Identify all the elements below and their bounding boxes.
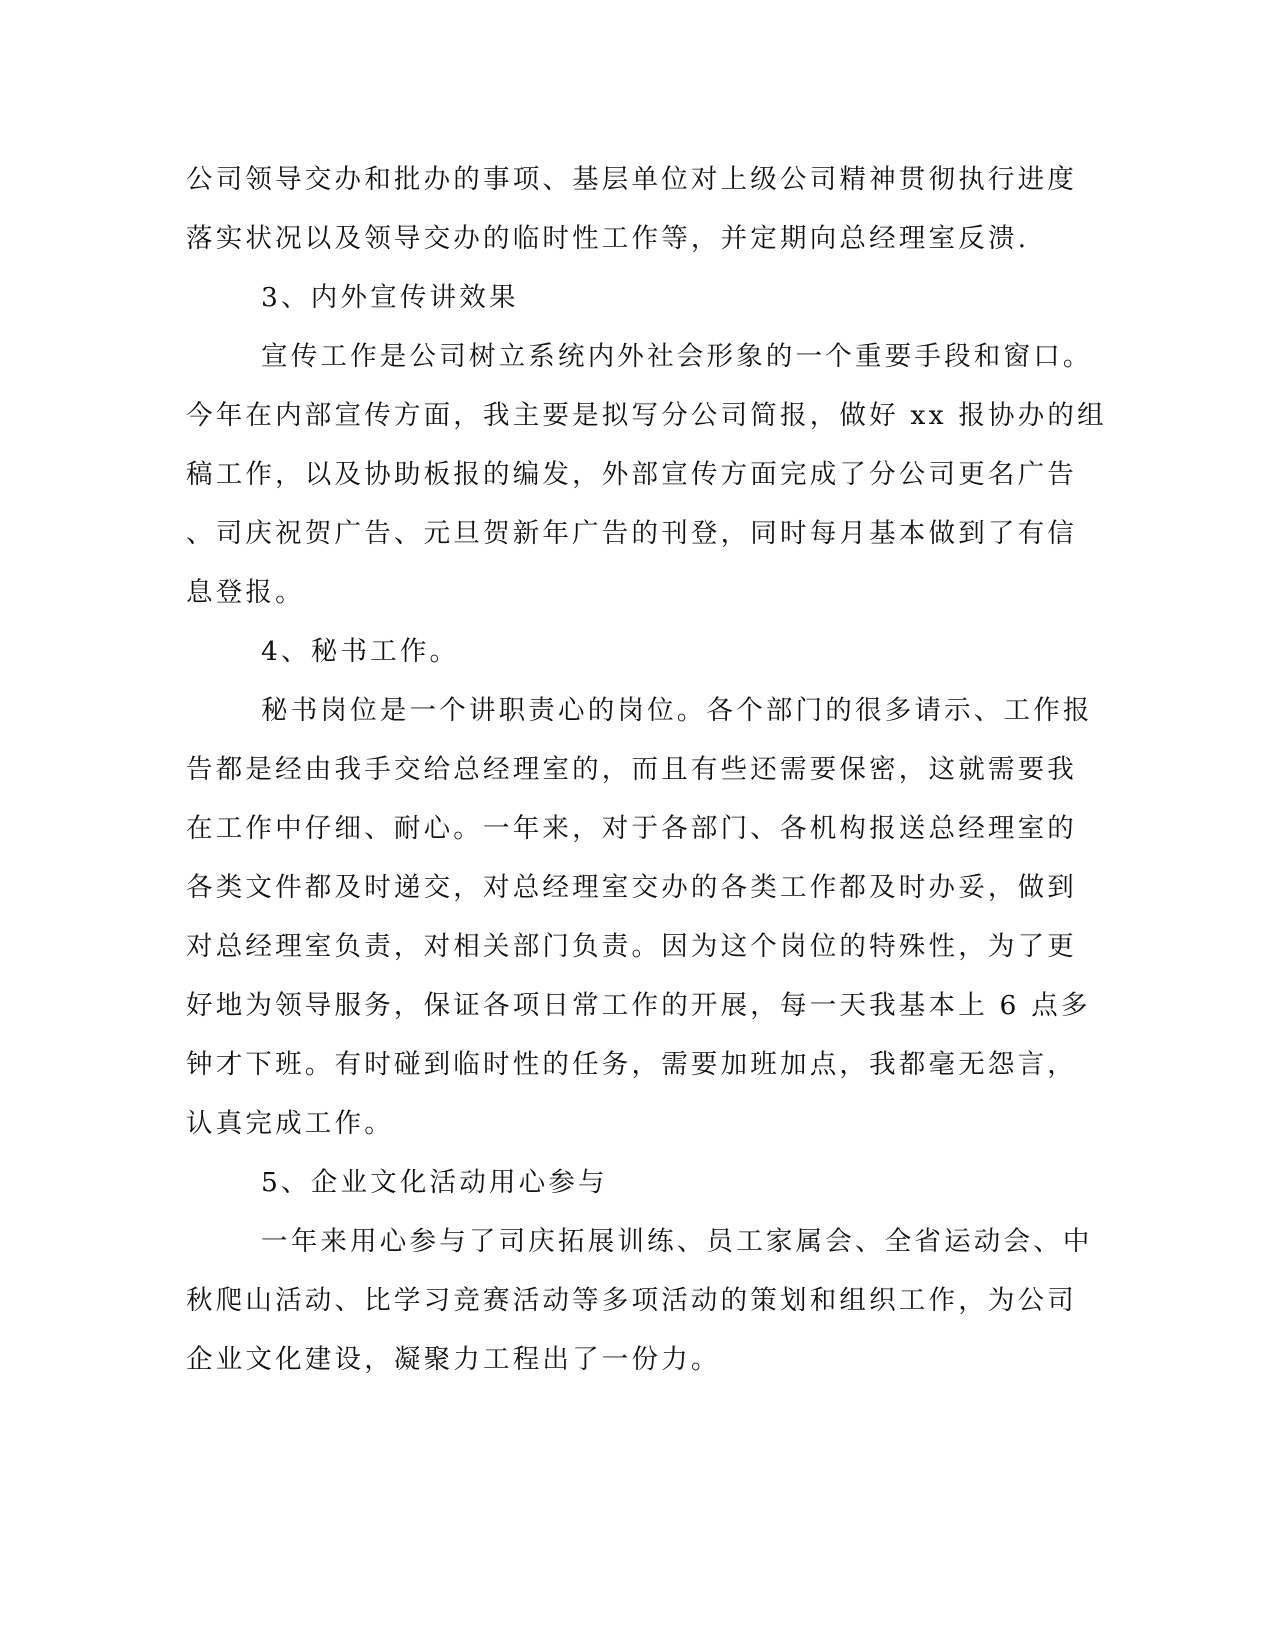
text-line: 稿工作，以及协助板报的编发，外部宣传方面完成了分公司更名广告 — [186, 459, 1077, 490]
section-heading: 4、秘书工作。 — [261, 636, 460, 667]
text-line: 公司领导交办和批办的事项、基层单位对上级公司精神贯彻执行进度 — [186, 164, 1077, 195]
text-line: 钟才下班。有时碰到临时性的任务，需要加班加点，我都毫无怨言， — [186, 1049, 1077, 1080]
text-line: 企业文化建设，凝聚力工程出了一份力。 — [186, 1344, 721, 1375]
text-line: 好地为领导服务，保证各项日常工作的开展，每一天我基本上 6 点多 — [186, 990, 1091, 1021]
paragraph-first-line: 宣传工作是公司树立系统内外社会形象的一个重要手段和窗口。 — [261, 341, 1093, 372]
section-heading: 3、内外宣传讲效果 — [261, 282, 519, 313]
text-line: 对总经理室负责，对相关部门负责。因为这个岗位的特殊性，为了更 — [186, 931, 1077, 962]
text-line: 秋爬山活动、比学习竞赛活动等多项活动的策划和组织工作，为公司 — [186, 1285, 1077, 1316]
text-line: 、司庆祝贺广告、元旦贺新年广告的刊登，同时每月基本做到了有信 — [186, 518, 1077, 549]
text-line: 认真完成工作。 — [186, 1108, 394, 1139]
paragraph-first-line: 一年来用心参与了司庆拓展训练、员工家属会、全省运动会、中 — [261, 1226, 1093, 1257]
text-line: 在工作中仔细、耐心。一年来，对于各部门、各机构报送总经理室的 — [186, 813, 1077, 844]
text-line: 今年在内部宣传方面，我主要是拟写分公司简报，做好 xx 报协办的组 — [186, 400, 1107, 431]
section-heading: 5、企业文化活动用心参与 — [261, 1167, 608, 1198]
text-line: 告都是经由我手交给总经理室的，而且有些还需要保密，这就需要我 — [186, 754, 1077, 785]
text-line: 息登报。 — [186, 577, 305, 608]
paragraph-first-line: 秘书岗位是一个讲职责心的岗位。各个部门的很多请示、工作报 — [261, 695, 1093, 726]
text-line: 各类文件都及时递交，对总经理室交办的各类工作都及时办妥，做到 — [186, 872, 1077, 903]
text-line: 落实状况以及领导交办的临时性工作等，并定期向总经理室反溃. — [186, 223, 1030, 254]
